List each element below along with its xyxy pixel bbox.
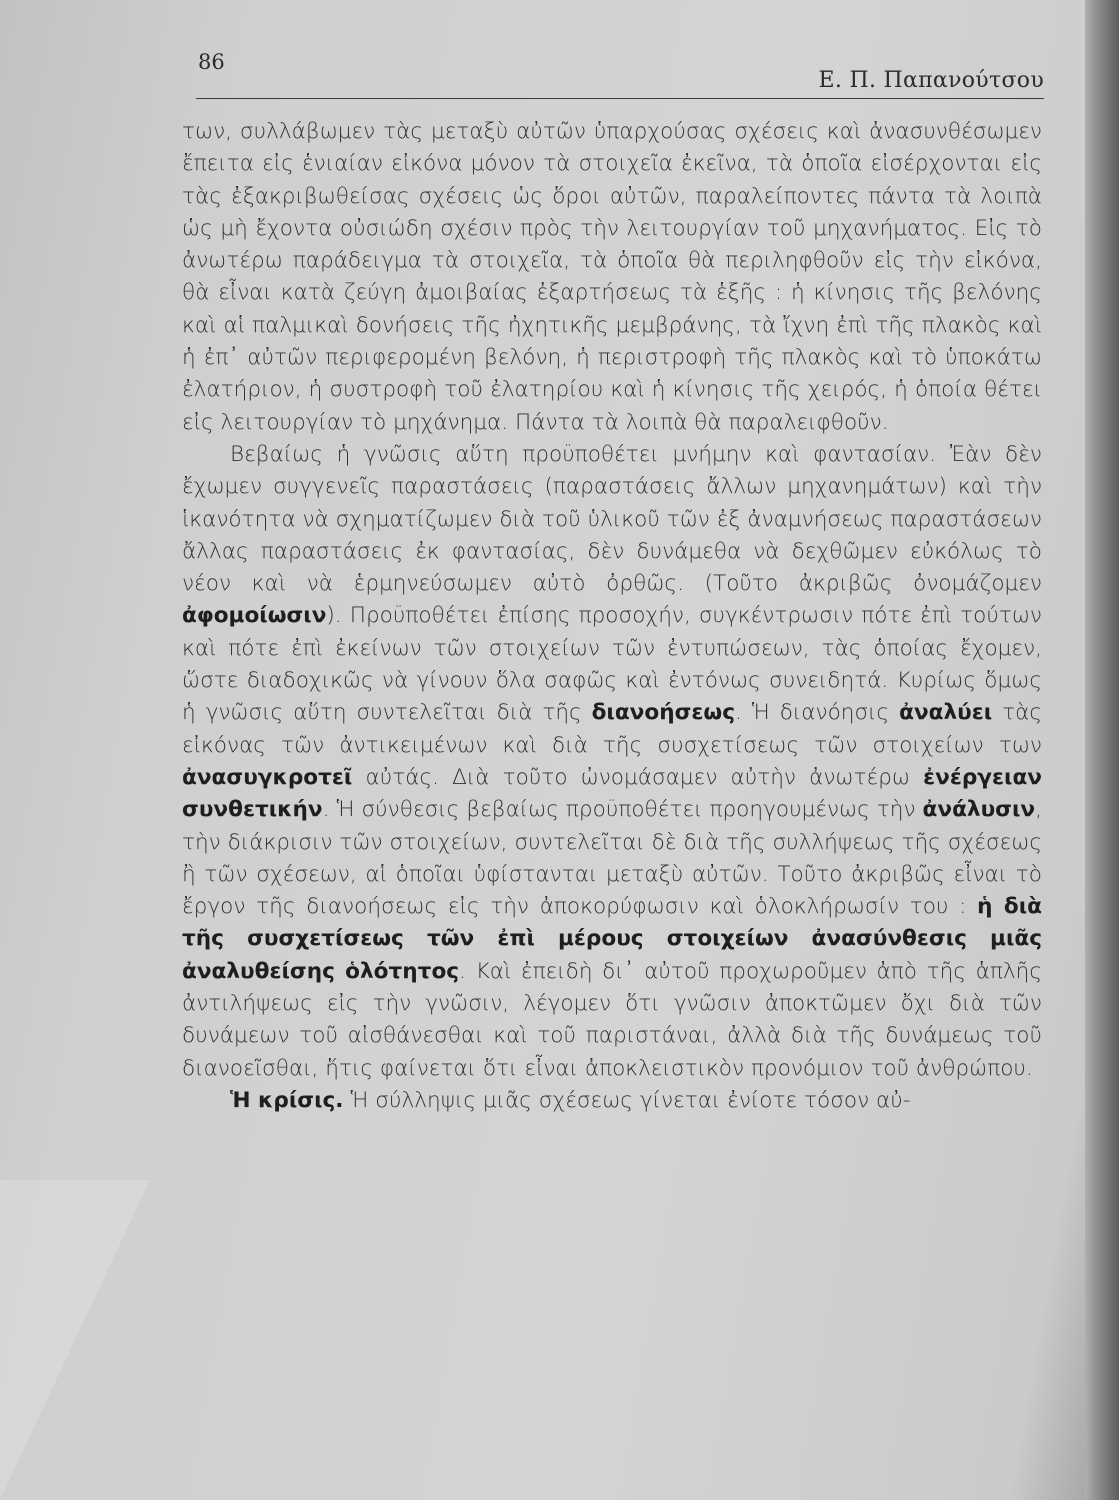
book-spine-shadow [1085, 0, 1119, 1500]
paragraph-1 [182, 116, 1042, 439]
page-fold-shade [0, 1180, 150, 1500]
p2-bold-afomoiosin: ἀφομοίωσιν [182, 603, 327, 629]
p2-bold-analysin: ἀνάλυσιν [922, 797, 1036, 823]
p2-text-6: . Ἡ σύνθεσις βεβαίως προϋποθέτει προηγουμένως τὴν [322, 797, 923, 823]
p2-bold-energeian-synthetikin: ἐνέργειαν συνθετικήν [182, 764, 1042, 823]
running-head-author: Ε. Π. Παπανούτσου [818, 68, 1044, 93]
paragraph-1-part-1: των, συλλάβωμεν τὰς μεταξὺ αὐτῶν ὑπαρχούσας σχέσεις καὶ ἀνασυνθέσωμεν ἔπειτα εἰς ἑνιαίαν εἰκόνα μόνον τὰ στοιχεῖα ἐκεῖνα, τὰ ὁποῖα εἰσέρχονται εἰς τὰς ἐξακριβωθείσας σχέσεις ὡς ὅροι αὐτῶν, παραλείποντες πάντα τὰ λοιπὰ [182, 119, 1042, 209]
p2-bold-definition: ἡ διὰ τῆς συσχετίσεως τῶν ἐπὶ μέρους στοιχείων ἀνασύνθεσις μιᾶς ἀναλυθείσης ὁλότητος [182, 894, 1042, 984]
paragraph-2 [182, 439, 1042, 1085]
p2-text-4: τὰς εἰκόνας τῶν ἀντικειμένων καὶ διὰ τῆς συσχετίσεως τῶν στοιχείων των [182, 700, 1042, 758]
section-heading-krisis: Ἡ κρίσις. [230, 1087, 344, 1113]
p2-text-3: . Ἡ διανόησις [735, 700, 900, 726]
p2-bold-analyei: ἀναλύει [899, 700, 993, 726]
paragraph-3 [182, 1085, 1042, 1117]
p2-bold-anasygkrotei: ἀνασυγκροτεῖ [182, 764, 353, 790]
paragraph-3-text: Ἡ σύλληψις μιᾶς σχέσεως γίνεται ἐνίοτε τόσον αὐ- [343, 1087, 911, 1113]
p2-text-2: ). Προϋποθέτει ἐπίσης προσοχήν, συγκέντρωσιν πότε ἐπὶ τούτων καὶ πότε ἐπὶ ἐκείνων τῶν στοιχείων τῶν ἐντυπώσεων, τὰς ὁποίας ἔχομεν, ὥστε διαδοχικῶς νὰ γίνουν ὅλα σαφῶς καὶ ἐντόνως συνειδητά. Κυρίως ὅμως ἡ γνῶσις αὕτη συντελεῖται διὰ τῆς [182, 603, 1042, 726]
p2-text-1: Βεβαίως ἡ γνῶσις αὕτη προϋποθέτει μνήμην καὶ φαντασίαν. Ἐὰν δὲν ἔχωμεν συγγενεῖς παραστάσεις (παραστάσεις ἄλλων μηχανημάτων) καὶ τὴν ἱκανότητα νὰ σχηματίζωμεν διὰ τοῦ ὑλικοῦ τῶν ἐξ ἀναμνήσεως παραστάσεων ἄλλας παραστάσεις ἐκ φαντασίας, δὲν δυνάμεθα νὰ δεχθῶμεν εὐκόλως τὸ νέον καὶ νὰ ἑρμηνεύσωμεν αὐτὸ ὀρθῶς. (Τοῦτο ἀκριβῶς ὀνομάζομεν [182, 441, 1042, 597]
body-text [182, 116, 1042, 1117]
p2-text-7: , τὴν διάκρισιν τῶν στοιχείων, συντελεῖται δὲ διὰ τῆς συλλήψεως τῆς σχέσεως ἢ τῶν σχέσεων, αἱ ὁποῖαι ὑφίστανται μεταξὺ αὐτῶν. Τοῦτο ἀκριβῶς εἶναι τὸ ἔργον τῆς διανοήσεως εἰς τὴν ἀποκορύφωσιν καὶ ὁλοκλήρωσίν του : [182, 797, 1042, 920]
paragraph-1-part-2: ὡς μὴ ἔχοντα οὐσιώδη σχέσιν πρὸς τὴν λειτουργίαν τοῦ μηχανήματος. Εἰς τὸ ἀνωτέρω παράδειγμα τὰ στοιχεῖα, τὰ ὁποῖα θὰ περιληφθοῦν εἰς τὴν εἰκόνα, θὰ εἶναι κατὰ ζεύγη ἀμοιβαίας ἐξαρτήσεως τὰ ἑξῆς : ἡ κίνησις τῆς βελόνης καὶ αἱ παλμικαὶ δονήσεις τῆς ἠχητικῆς μεμβράνης, τὰ ἴχνη ἐπὶ τῆς πλακὸς καὶ ἡ ἐπ᾽ αὐτῶν περιφερομένη βελόνη, ἡ περιστροφὴ τῆς πλακὸς καὶ τὸ ὑποκάτω ἐλατήριον, ἡ συστροφὴ τοῦ ἐλατηρίου καὶ ἡ κίνησις τῆς χειρός, ἡ ὁποία θέτει εἰς λειτουργίαν τὸ μηχάνημα. Πάντα τὰ λοιπὰ θὰ παραλειφθοῦν. [182, 215, 1042, 435]
page-number: 86 [198, 50, 225, 74]
p2-bold-dianoiseos: διανοήσεως [591, 700, 736, 726]
page-header [196, 50, 1044, 99]
p2-text-8: . Καὶ ἐπειδὴ δι᾽ αὐτοῦ προχωροῦμεν ἀπὸ τῆς ἁπλῆς ἀντιλήψεως εἰς τὴν γνῶσιν, λέγομεν ὅτι γνῶσιν ἀποκτῶμεν ὄχι διὰ τῶν δυνάμεων τοῦ αἰσθάνεσθαι καὶ τοῦ παριστάναι, ἀλλὰ διὰ τῆς δυνάμεως τοῦ διανοεῖσθαι, ἥτις φαίνεται ὅτι εἶναι ἀποκλειστικὸν προνόμιον τοῦ ἀνθρώπου. [182, 958, 1043, 1081]
p2-text-5: αὐτάς. Διὰ τοῦτο ὠνομάσαμεν αὐτὴν ἀνωτέρω [352, 764, 924, 790]
